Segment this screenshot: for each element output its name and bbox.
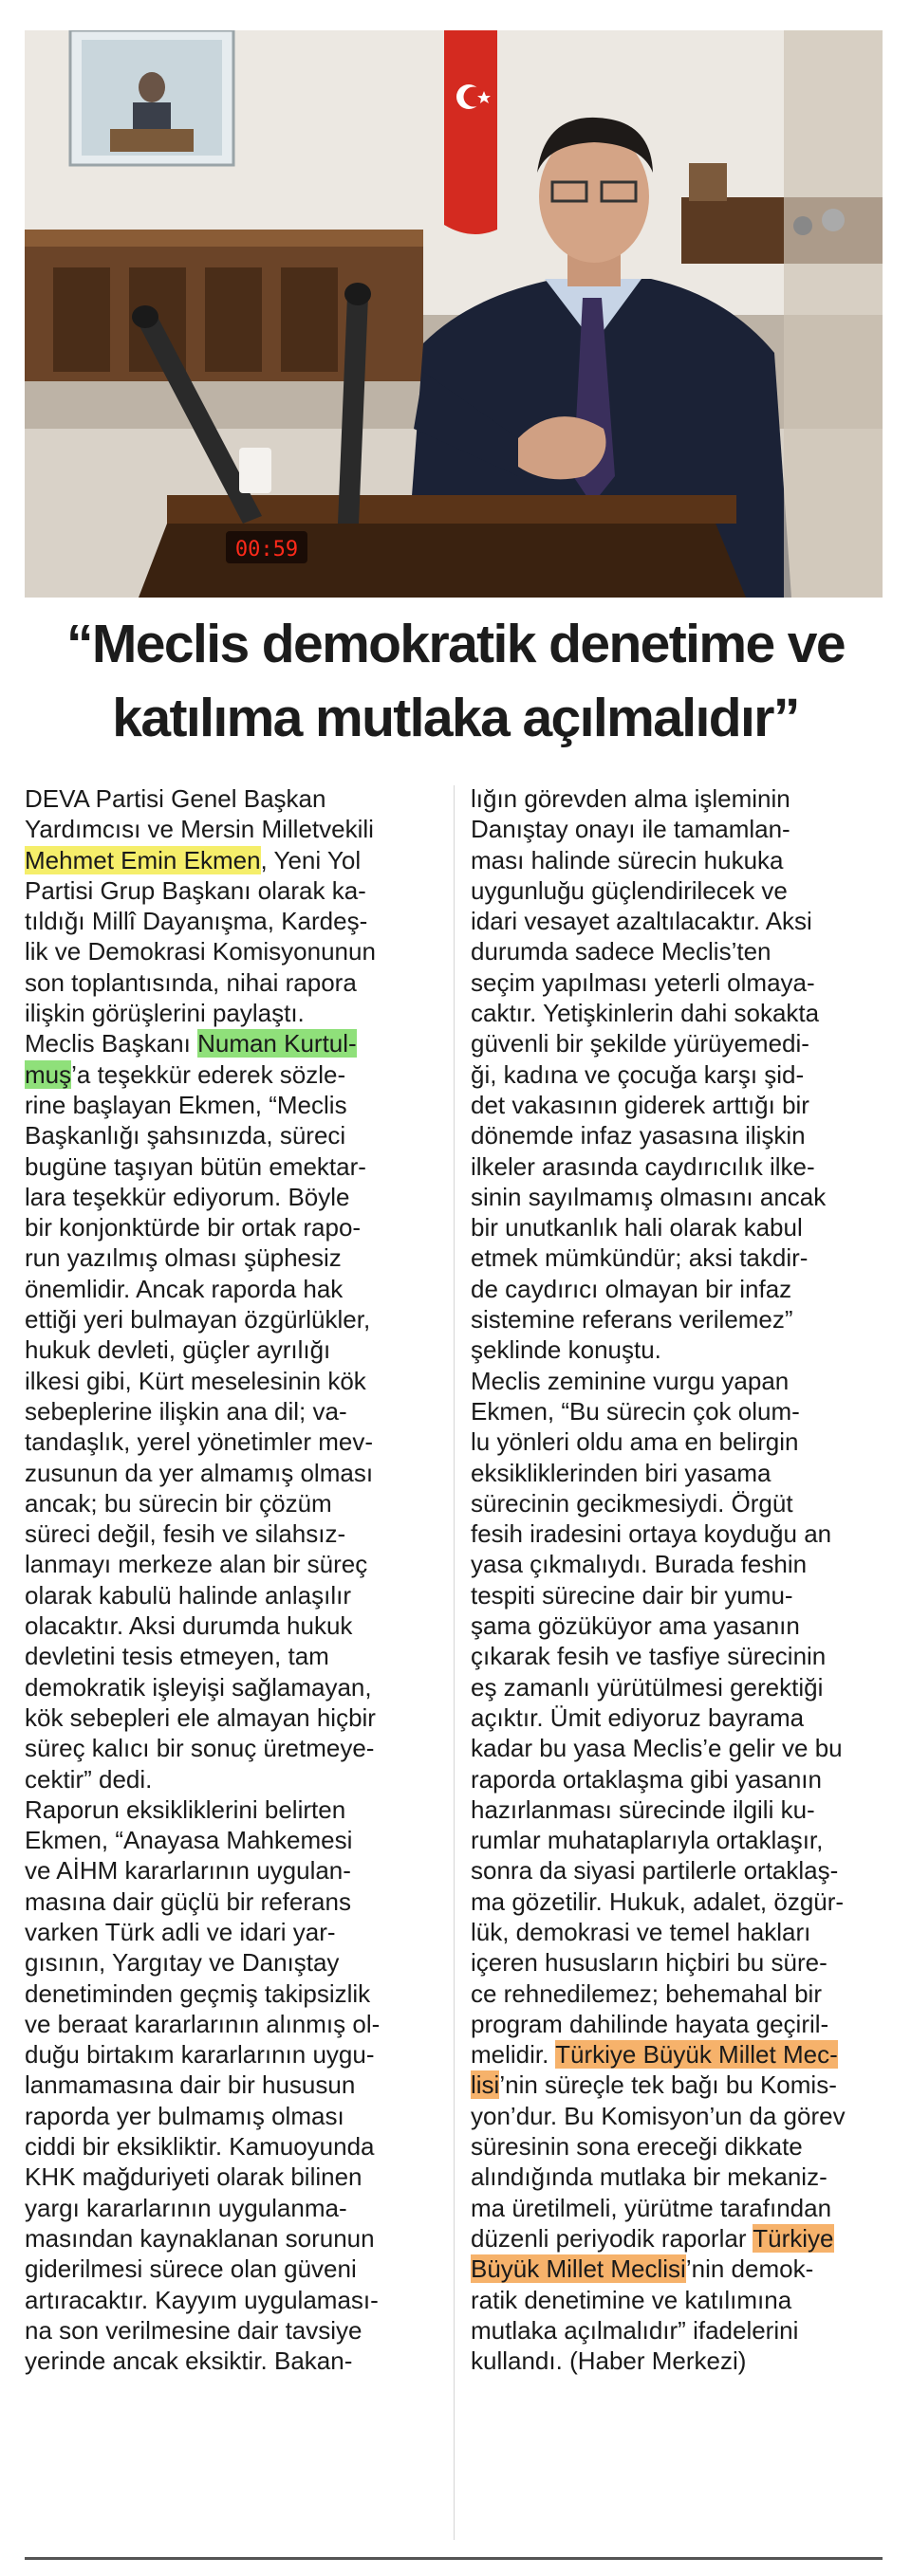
text-line: lanmamasına dair bir hususun [25,2070,356,2100]
text-line: kullandı. (Haber Merkezi) [471,2346,747,2376]
article-photo [25,30,883,598]
text-line: etmek mümkündür; aksi takdir- [471,1243,809,1273]
text-line: rumlar muhataplarıyla ortaklaşır, [471,1826,824,1855]
text-line: Yardımcısı ve Mersin Milletvekili [25,815,374,844]
headline-line-1: “Meclis demokratik denetime ve [65,614,846,674]
text-line: ilkesi gibi, Kürt meselesinin kök [25,1366,366,1395]
text-line: run yazılmış olması şüphesiz [25,1243,342,1273]
text-line: dönemde infaz yasasına ilişkin [471,1121,806,1150]
text-line: lu yönleri oldu ama en belirgin [471,1427,799,1457]
text-line: ması halinde sürecin hukuka [471,845,784,874]
text-fragment: melidir. [471,2040,556,2070]
text-line: ratik denetimine ve katılımına [471,2285,792,2314]
text-fragment: düzenli periyodik raporlar [471,2223,753,2253]
text-line: masından kaynaklanan sorunun [25,2223,375,2253]
text-line: yasa çıkmalıydı. Burada feshin [471,1550,808,1579]
text-line: Partisi Grup Başkanı olarak ka- [25,875,366,905]
highlight-name: Mehmet Emin Ekmen [25,845,261,874]
text-line: sinin sayılmamış olmasını ancak [471,1182,827,1211]
text-line: ve AİHM kararlarının uygulan- [25,1856,351,1886]
text-line: uygunluğu güçlendirilecek ve [471,875,788,905]
text-line [25,845,450,875]
text-line: Ekmen, “Anayasa Mahkemesi [25,1826,353,1855]
text-line: ce rehnedilemez; behemahal bir [471,1978,822,2008]
text-line: çıkarak fesih ve tasfiye sürecinin [471,1642,827,1671]
text-line: na son verilmesine dair tavsiye [25,2315,363,2345]
text-line: sonra da siyasi partilerle ortaklaş- [471,1856,839,1886]
text-line: de caydırıcı olmayan bir infaz [471,1274,792,1303]
text-line: şama gözüküyor ama yasanın [471,1611,800,1641]
text-line [471,2039,896,2070]
article-column-right [471,783,896,2376]
text-line: sistemine referans verilemez” [471,1305,793,1334]
text-line: lara teşekkür ediyorum. Böyle [25,1182,350,1211]
headline-line-2: katılıma mutlaka açılmalıdır” [112,688,799,748]
text-line [471,2070,896,2100]
text-fragment: ’nin süreçle tek bağı bu Komis- [499,2070,837,2100]
speaker-photo-illustration [25,30,883,598]
text-line: sebeplerine ilişkin ana dil; va- [25,1396,347,1426]
text-line: eş zamanlı yürütülmesi gerektiği [471,1672,824,1702]
text-line: caktır. Yetişkinlerin dahi sokakta [471,999,820,1028]
text-line: Başkanlığı şahsınızda, süreci [25,1121,346,1150]
text-line: ma gözetilir. Hukuk, adalet, özgür- [471,1886,845,1916]
text-line: varken Türk adli ve idari yar- [25,1917,336,1946]
text-fragment: ’a teşekkür ederek sözle- [71,1059,346,1089]
text-line: açıktır. Ümit ediyoruz bayrama [471,1702,805,1732]
text-line: şeklinde konuştu. [471,1335,661,1365]
highlight-institution: Türkiye Büyük Millet Mec- [555,2040,838,2070]
text-line: lanmayı merkeze alan bir süreç [25,1550,368,1579]
text-line: ciddi bir eksikliktir. Kamuoyunda [25,2132,375,2162]
text-line: yargı kararlarının uygulanma- [25,2193,347,2222]
text-line: son toplantısında, nihai rapora [25,967,357,997]
text-line: bir konjonktürde bir ortak rapo- [25,1213,362,1242]
text-line: giderilmesi sürece olan güveni [25,2254,357,2284]
text-line: KHK mağduriyeti olarak bilinen [25,2162,363,2192]
text-line: ve beraat kararlarının alınmış ol- [25,2009,381,2038]
text-line: Ekmen, “Bu sürecin çok olum- [471,1396,800,1426]
text-line: lığın görevden alma işleminin [471,784,790,813]
text-line [471,2254,896,2284]
text-line: alındığında mutlaka bir mekaniz- [471,2162,827,2192]
text-line [25,1059,450,1090]
highlight-institution: Büyük Millet Meclisi [471,2254,686,2284]
text-line: süreç kalıcı bir sonuç üretmeye- [25,1734,375,1763]
text-line: güvenli bir şekilde yürüyemedi- [471,1029,809,1058]
text-line: det vakasının giderek arttığı bir [471,1090,809,1119]
text-line: seçim yapılması yeterli olmaya- [471,967,815,997]
text-line: yerinde ancak eksiktir. Bakan- [25,2346,353,2376]
text-line: önemlidir. Ancak raporda hak [25,1274,344,1303]
headline [19,607,892,755]
text-line: mutlaka açılmalıdır” ifadelerini [471,2315,799,2345]
text-line: rine başlayan Ekmen, “Meclis [25,1090,347,1119]
highlight-name: Numan Kurtul- [197,1029,357,1058]
text-line: durumda sadece Meclis’ten [471,937,772,966]
text-line: bir unutkanlık hali olarak kabul [471,1213,803,1242]
text-line: gısının, Yargıtay ve Danıştay [25,1948,340,1978]
text-line: bugüne taşıyan bütün emektar- [25,1151,366,1181]
text-line: süreci değil, fesih ve silahsız- [25,1519,346,1549]
highlight-institution: lisi [471,2070,500,2100]
text-line: tandaşlık, yerel yönetimler mev- [25,1427,374,1457]
text-line: hazırlanması sürecinde ilgili ku- [471,1794,815,1824]
text-line: ma üretilmeli, yürütme tarafından [471,2193,832,2222]
text-line [471,2223,896,2254]
text-line: sürecinin gecikmesiydi. Örgüt [471,1488,793,1518]
text-fragment: Meclis Başkanı [25,1029,198,1058]
text-line: ilkeler arasında caydırıcılık ilke- [471,1151,815,1181]
text-line: içeren hususların hiçbiri bu süre- [471,1948,827,1978]
text-line: denetiminden geçmiş takipsizlik [25,1978,371,2008]
article-column-left [25,783,450,2376]
text-line: hukuk devleti, güçler ayrılığı [25,1335,331,1365]
text-line: artıracaktır. Kayyım uygulaması- [25,2285,379,2314]
text-line: cektir” dedi. [25,1764,153,1794]
text-line: DEVA Partisi Genel Başkan [25,784,326,813]
text-line: eksikliklerinden biri yasama [471,1458,772,1487]
text-line: olacaktır. Aksi durumda hukuk [25,1611,353,1641]
text-line [25,1028,450,1058]
text-line: zusunun da yer almamış olması [25,1458,374,1487]
text-line: fesih iradesini ortaya koyduğu an [471,1519,832,1549]
text-line: idari vesayet azaltılacaktır. Aksi [471,907,812,936]
text-line: ancak; bu sürecin bir çözüm [25,1488,332,1518]
text-fragment: , Yeni Yol [260,845,362,874]
text-line: ilişkin görüşlerini paylaştı. [25,999,305,1028]
text-line: süresinin sona ereceği dikkate [471,2132,803,2162]
podium-timer: 00:59 [234,538,299,561]
highlight-name: muş [25,1059,72,1089]
highlight-institution: Türkiye [753,2223,834,2253]
text-line: yon’dur. Bu Komisyon’un da görev [471,2101,846,2130]
text-line: lük, demokrasi ve temel hakları [471,1917,811,1946]
text-line: lik ve Demokrasi Komisyonunun [25,937,376,966]
text-line: masına dair güçlü bir referans [25,1886,351,1916]
text-line: Meclis zeminine vurgu yapan [471,1366,790,1395]
text-line: Danıştay onayı ile tamamlan- [471,815,790,844]
text-line: olarak kabulü halinde anlaşılır [25,1580,351,1610]
text-line: demokratik işleyişi sağlamayan, [25,1672,372,1702]
text-line: Raporun eksikliklerini belirten [25,1794,346,1824]
text-line: duğu birtakım kararlarının uygu- [25,2040,375,2070]
text-line: tıldığı Millî Dayanışma, Kardeş- [25,907,368,936]
text-line: program dahilinde hayata geçiril- [471,2009,829,2038]
text-line: raporda yer bulmamış olması [25,2101,344,2130]
text-line: raporda ortaklaşma gibi yasanın [471,1764,822,1794]
text-line: ettiği yeri bulmayan özgürlükler, [25,1305,371,1334]
text-line: kadar bu yasa Meclis’e gelir ve bu [471,1734,843,1763]
column-divider [454,785,455,2540]
bottom-rule [25,2557,883,2560]
text-line: tespiti sürecine dair bir yumu- [471,1580,793,1610]
text-line: ği, kadına ve çocuğa karşı şid- [471,1059,805,1089]
text-line: kök sebepleri ele almayan hiçbir [25,1702,376,1732]
text-line: devletini tesis etmeyen, tam [25,1642,329,1671]
text-fragment: ’nin demok- [685,2254,814,2284]
